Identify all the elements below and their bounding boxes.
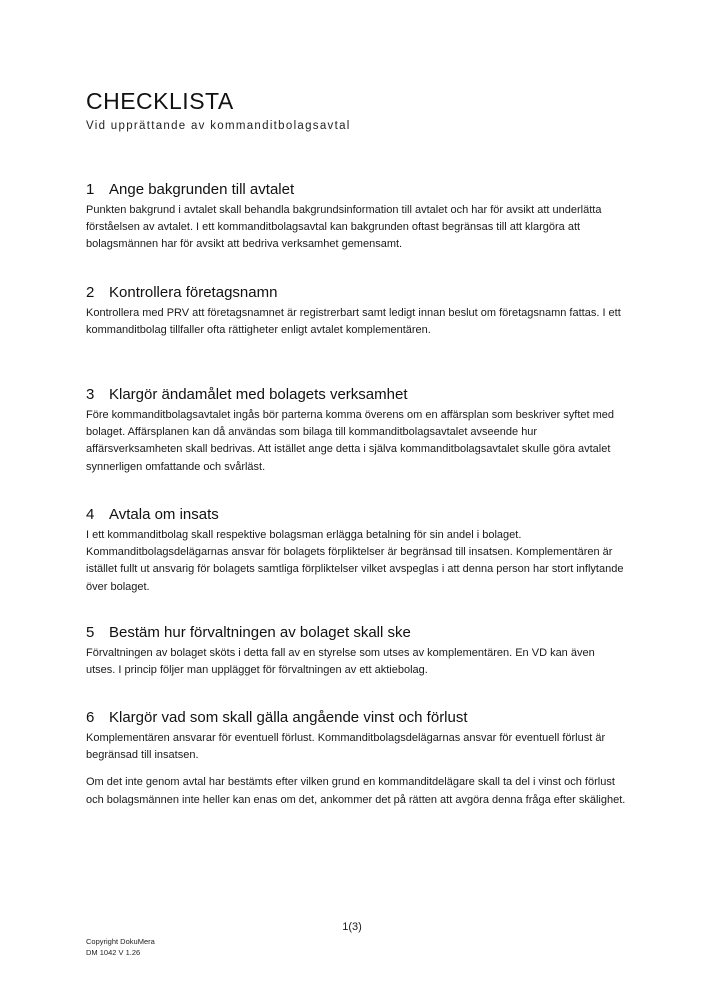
section-background — [86, 181, 626, 254]
section-management — [86, 624, 626, 679]
section-title: Avtala om insats — [109, 506, 219, 523]
section-title: Bestäm hur förvaltningen av bolaget skall ske — [109, 624, 411, 641]
section-title: Ange bakgrunden till avtalet — [109, 181, 295, 198]
section-number: 3 — [86, 386, 95, 403]
section-profit-loss — [86, 709, 626, 809]
section-heading — [86, 386, 626, 403]
document-subtitle: Vid upprättande av kommanditbolagsavtal — [86, 120, 351, 132]
section-paragraph: Förvaltningen av bolaget sköts i detta fall av en styrelse som utses av komplementären. En VD kan även utses. I princip följer man upplägget för förvaltningen av ett aktiebolag. — [86, 647, 595, 677]
section-heading — [86, 506, 626, 523]
footer-doc-id: DM 1042 V 1.26 — [86, 947, 141, 957]
section-paragraph: Kontrollera med PRV att företagsnamnet är registrerbart samt ledigt innan beslut om företagsnamn fattas. I ett kommanditbolag tillfaller ofta rättigheter enligt avtalet komplementären. — [86, 307, 621, 337]
section-heading — [86, 181, 626, 198]
section-heading — [86, 284, 626, 301]
section-title: Kontrollera företagsnamn — [109, 284, 278, 301]
section-number: 6 — [86, 709, 95, 726]
document-title: CHECKLISTA — [86, 88, 234, 114]
section-business-purpose — [86, 386, 626, 476]
footer — [86, 937, 155, 958]
section-title: Klargör ändamålet med bolagets verksamhet — [109, 386, 408, 403]
section-number: 4 — [86, 506, 95, 523]
section-paragraph: I ett kommanditbolag skall respektive bolagsman erlägga betalning för sin andel i bolaget. Kommanditbolagsdelägarnas ansvar för bolagets förpliktelser är begränsad till insatsen. Komplementären är istället fullt ut ansvarig för bolagets samtliga förpliktelser vilket avspeglas i att denna person har stort inflytande över bolaget. — [86, 529, 624, 593]
section-paragraph: Komplementären ansvarar för eventuell förlust. Kommanditbolagsdelägarnas ansvar för eventuell förlust är begränsad till insatsen. — [86, 732, 606, 762]
footer-copyright: Copyright DokuMera — [86, 937, 155, 946]
section-paragraph: Punkten bakgrund i avtalet skall behandla bakgrundsinformation till avtalet och har för avsikt att underlätta förståelsen av avtalet. I ett kommanditbolagsavtal kan bakgrunden oftast begränsas till att klargöra att bolagsmännen har för avsikt att bedriva verksamhet gemensamt. — [86, 204, 602, 251]
section-heading — [86, 624, 626, 641]
section-number: 2 — [86, 284, 95, 301]
section-contribution — [86, 506, 626, 596]
section-company-name — [86, 284, 626, 339]
section-paragraph: Om det inte genom avtal har bestämts efter vilken grund en kommanditdelägare skall ta del i vinst och förlust och bolagsmännen inte heller kan enas om det, ankommer det på rätten att avgöra denna fråga efter skälighet. — [86, 776, 626, 806]
section-heading — [86, 709, 626, 726]
section-title: Klargör vad som skall gälla angående vinst och förlust — [109, 709, 468, 726]
section-number: 5 — [86, 624, 95, 641]
page-number: 1(3) — [342, 921, 362, 933]
section-number: 1 — [86, 181, 95, 198]
section-paragraph: Före kommanditbolagsavtalet ingås bör parterna komma överens om en affärsplan som beskriver syftet med bolaget. Affärsplanen kan då användas som bilaga till kommanditbolagsavtalet avseende hur affärsverksamheten skall bedrivas. Att istället ange detta i själva kommanditbolagsavtalet skulle göra avtalet synnerligen omfattande och svårläst. — [86, 409, 615, 473]
